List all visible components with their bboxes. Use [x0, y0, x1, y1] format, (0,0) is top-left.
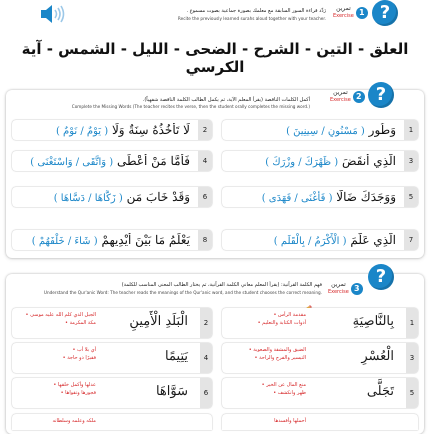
- verse-start: وَقَدْ خَابَ مَن: [126, 190, 190, 204]
- exercise-2-instruction-ar: أكمل الكلمات الناقصة (يقرأ المعلم الآية، ثم يكمل الطالب الكلمة الناقصة شفهياً).: [142, 97, 310, 103]
- verse-text: [222, 190, 404, 204]
- meaning-option[interactable]: أي بلا أب •: [16, 346, 96, 354]
- meaning-row: [12, 308, 212, 338]
- meaning-option[interactable]: أحملها وأفسدها: [274, 418, 306, 424]
- question-icon: ?: [368, 82, 394, 108]
- meaning-option[interactable]: الجبل الذي كلم الله عليه موسى •: [16, 311, 96, 319]
- exercise-label-en: Exercise: [328, 289, 349, 295]
- completion-row: [222, 187, 418, 207]
- row-number: 4: [200, 343, 212, 373]
- completion-row: [222, 120, 418, 140]
- row-number: 1: [404, 120, 418, 140]
- meaning-row: [12, 414, 212, 430]
- row-number: 6: [200, 378, 212, 408]
- completion-row: [12, 151, 212, 171]
- row-number: 3: [404, 151, 418, 171]
- quran-word: تَجَلَّى: [366, 384, 394, 399]
- row-number: 5: [404, 187, 418, 207]
- meaning-row: [12, 378, 212, 408]
- verse-options[interactable]: ( مَسْنُونٍ / سِينِينَ ): [286, 126, 365, 137]
- meaning-options: [226, 311, 306, 327]
- meaning-row: [222, 414, 418, 430]
- exercise-label-ar: تمرين: [331, 281, 346, 288]
- meaning-options: [226, 346, 306, 362]
- verse-text: [12, 123, 198, 137]
- verse-text: [222, 123, 404, 137]
- meaning-option[interactable]: التيسير والفرج والراحة •: [226, 354, 306, 362]
- completion-row: [12, 230, 212, 250]
- completion-row: [12, 120, 212, 140]
- exercise-label-ar: تمرين: [333, 89, 348, 96]
- meaning-options: [16, 381, 96, 397]
- meaning-options: [16, 346, 96, 362]
- meaning-row: [222, 378, 418, 408]
- verse-options[interactable]: ( ظَهْرَكَ / وِزْرَكَ ): [265, 157, 339, 168]
- meaning-option[interactable]: الضيق والمشقة والصعوبة •: [226, 346, 306, 354]
- row-number: 7: [404, 230, 418, 250]
- verse-options[interactable]: ( شَاءَ / خَلْفَهُمْ ): [31, 236, 98, 247]
- exercise-label-ar: تمرين: [336, 5, 351, 12]
- surah-list: العلق - التين - الشرح - الضحى - الليل - الشمس - آية الكرسي: [21, 40, 409, 76]
- exercise-label-en: Exercise: [333, 13, 354, 19]
- verse-text: [12, 154, 198, 168]
- meaning-row: [222, 308, 418, 338]
- meaning-options: [16, 311, 96, 327]
- completion-row: [222, 230, 418, 250]
- verse-text: [222, 154, 404, 168]
- meaning-option[interactable]: أدوات الكتابة والتعليم •: [226, 319, 306, 327]
- meaning-option[interactable]: مكة المكرمة •: [16, 319, 96, 327]
- speaker-icon[interactable]: [38, 3, 70, 25]
- exercise-number: 1: [356, 7, 368, 19]
- row-number: 2: [200, 308, 212, 338]
- row-number: 4: [198, 151, 212, 171]
- verse-text: [222, 233, 404, 247]
- exercise-3-badge: [328, 282, 363, 295]
- verse-start: وَوَجَدَكَ ضَالًّا: [336, 190, 396, 204]
- quran-word: بِالنَّاصِيَةِ: [352, 314, 394, 329]
- meaning-option[interactable]: مقدمة الرأس •: [226, 311, 306, 319]
- meaning-option[interactable]: فجورها وتقواها •: [16, 389, 96, 397]
- row-number: 2: [198, 120, 212, 140]
- verse-start: لَا تَأْخُذُهُ سِنَةٌ وَلَا: [111, 123, 190, 137]
- completion-row: [222, 151, 418, 171]
- meaning-option[interactable]: ظهر وانكشف •: [226, 389, 306, 397]
- meaning-option[interactable]: فقيرًا ذو حاجة •: [16, 354, 96, 362]
- exercise-2-instruction-en: Complete the Missing Words (The teacher recites the verse, then the student orally completes the missing word.): [71, 104, 310, 109]
- verse-start: الَّذِي أَنقَضَ: [342, 154, 396, 168]
- row-number: 8: [198, 230, 212, 250]
- row-number: 3: [406, 343, 418, 373]
- question-icon: ?: [368, 264, 394, 290]
- exercise-1-instruction-en: Recite the previously learned surahs aloud together with your teacher.: [177, 16, 326, 21]
- meaning-row: [222, 343, 418, 373]
- meaning-options: [226, 418, 306, 424]
- meaning-row: [12, 343, 212, 373]
- exercise-3-instruction-en: Understand the Qur'anic Word: The teacher reads the meanings of the Qur'anic word, and the student chooses the correct meaning.: [43, 290, 322, 295]
- verse-options[interactable]: ( يَوْمٌ / نَوْمٌ ): [55, 126, 109, 137]
- verse-options[interactable]: ( الْأَكْرَمُ / بِالْقَلَمِ ): [273, 236, 347, 247]
- row-number: 6: [198, 187, 212, 207]
- meaning-options: [16, 418, 96, 424]
- meaning-options: [226, 381, 306, 397]
- quran-word: الْبَلَدِ الْأَمِينِ: [129, 314, 188, 329]
- exercise-number: 2: [353, 91, 365, 103]
- exercise-2-badge: [330, 90, 365, 103]
- exercise-1-instruction-ar: رَدِّد قراءة السور السابقة مع معلمك بصورة جماعية بصوت مسموع .: [186, 8, 326, 14]
- question-icon: ?: [372, 0, 398, 26]
- verse-start: وَطُورِ: [368, 123, 396, 137]
- verse-start: يَعْلَمُ مَا بَيْنَ أَيْدِيهِمْ: [101, 233, 190, 247]
- verse-start: فَأَمَّا مَنْ أَعْطَى: [116, 154, 190, 168]
- meaning-option[interactable]: منع المال عن الخير •: [226, 381, 306, 389]
- verse-start: الَّذِي عَلَّمَ: [350, 233, 396, 247]
- verse-options[interactable]: ( وَاتَّقَى / وَاسْتَغْنَى ): [30, 157, 114, 168]
- exercise-number: 3: [351, 283, 363, 295]
- exercise-1-badge: [333, 6, 368, 19]
- meaning-option[interactable]: عدلها وأكمل خلقها •: [16, 381, 96, 389]
- verse-options[interactable]: ( زَكَّاهَا / دَسَّاهَا ): [53, 193, 123, 204]
- row-number: 5: [406, 378, 418, 408]
- meaning-option[interactable]: ملكه وعلمه وسلطانه: [52, 418, 96, 424]
- exercise-3-instruction-ar: فهم الكلمة القرآنية: (يقرأ المعلم معاني الكلمة القرآنية، ثم يختار الطالب المعنى المناسب للكلمة): [121, 282, 322, 288]
- verse-text: [12, 190, 198, 204]
- completion-row: [12, 187, 212, 207]
- quran-word: الْعُسْرِ: [361, 349, 394, 364]
- exercise-label-en: Exercise: [330, 97, 351, 103]
- quran-word: يَتِيمًا: [165, 349, 188, 364]
- verse-options[interactable]: ( فَأَغْنَى / فَهَدَى ): [261, 193, 333, 204]
- quran-word: سَوَّاهَا: [155, 384, 188, 399]
- row-number: 1: [406, 308, 418, 338]
- verse-text: [12, 233, 198, 247]
